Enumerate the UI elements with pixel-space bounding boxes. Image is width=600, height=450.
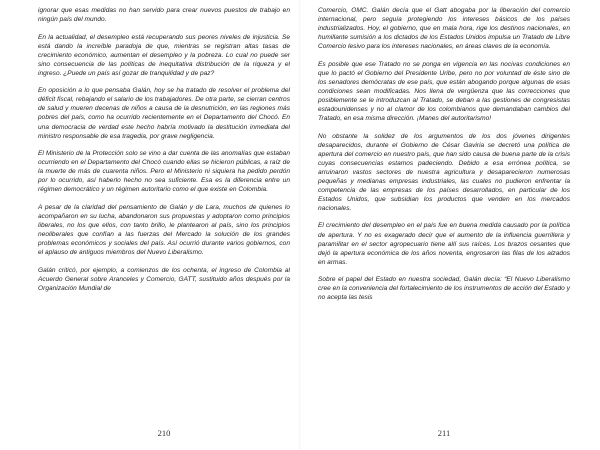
right-paragraph-1: Comercio, OMC. Galán decía que el Gatt abogaba por la liberación del comercio internacional, pero seguía protegiendo los intereses básicos de los países industrializados. Hoy, el gobierno, que en mala hora, rige los destinos nacionales, en humillante sumisión a los dictados de los Estados Unidos impulsa un Tratado de Libre Comercio lesivo para los intereses nacionales, en áreas claves de la economía. [318, 7, 570, 51]
right-paragraph-4: El crecimiento del desempleo en el país fue en buena medida causado por la política de apertura. Y no es exagerado decir que el aumento de la influencia guerrillera y paramilitar en el sector agropecuario tiene allí sus raíces. Los brazos cesantes que dejó la apertura económica de los años noventa, engrosaron las filas de los alzados en armas. [318, 222, 570, 266]
right-paragraph-5: Sobre el papel del Estado en nuestra sociedad, Galán decía: “El Nuevo Liberalismo cree en la conveniencia del fortalecimiento de los instrumentos de acción del Estado y no acepta las tesis [318, 276, 570, 302]
left-paragraph-3: En oposición a lo que pensaba Galán, hoy se ha tratado de resolver el problema del déficit fiscal, rebajando el salario de los trabajadores. De otra parte, se cierran centros de salud y mueren decenas de niños a causa de la desnutrición, en las regiones más pobres del país, como ha ocurrido recientemente en el Departamento del Chocó. En una democracia de verdad este hecho habría motivado la destitución inmediata del ministro responsable de esa tragedia, por grave negligencia. [38, 87, 290, 140]
page-gutter [299, 0, 301, 450]
right-paragraph-3: No obstante la solidez de los argumentos de los dos jóvenes dirigentes desaparecidos, durante el Gobierno de César Gaviria se decretó una política de apertura del comercio en nuestro país, que han sido causa de buena parte de la crisis cuyas consecuencias estamos padeciendo. Debido a esa errónea política, se arruinaron vastos sectores de nuestra agricultura y desaparecieron numerosas pequeñas y medianas empresas industriales, las cuales no pudieron enfrentar la competencia de las empresas de los países desarrollados, en particular de los Estados Unidos, que subsidian los productos que venden en los mercados nacionales. [318, 132, 570, 212]
left-page [38, 6, 290, 444]
right-paragraph-2: Es posible que ese Tratado no se ponga en vigencia en las nocivas condiciones en que lo pactó el Gobierno del Presidente Uribe, pero no por voluntad de éste sino de los senadores demócratas de ese país, que están abogando porque algunas de esas condiciones sean modificadas. Nos llena de vergüenza que las correcciones que posiblemente se le introduzcan al Tratado, se deban a las gestiones de congresistas estadounidenses y no al clamor de los colombianos que demandaban cambios del Tratado, en esa misma dirección. ¡Manes del autoritarismo! [318, 60, 570, 123]
left-paragraph-5: A pesar de la claridad del pensamiento de Galán y de Lara, muchos de quienes lo acompañaron en su lucha, abandonaron sus propuestas y adoptaron como principios liberales, no los que ellos, con tanto brillo, le plantearon al país, sino los principios neoliberales que confían a las fuerzas del Mercado la solución de los grandes problemas económicos y sociales del país. Así ocurrió durante varios gobiernos, con el aplauso de antiguos miembros del Nuevo Liberalismo. [38, 203, 290, 257]
right-page [318, 6, 570, 444]
left-paragraph-6: Galán criticó, por ejemplo, a comienzos de los ochenta, el ingreso de Colombia al Acuerdo General sobre Aranceles y Comercio, GATT, sustituido años después por la Organización Mundial de [38, 266, 290, 292]
left-paragraph-4: El Ministerio de la Protección solo se vino a dar cuenta de las anomalías que estaban ocurriendo en el Departamento del Chocó cuando ellas se hicieron públicas, a raíz de la muerte de más de cuarenta niños. Pero el Ministerio ni siquiera ha pedido perdón por lo ocurrido, así haberlo hecho no sea suficiente. Esa es la diferencia entre un régimen democrático y un régimen autoritario como el que existe en Colombia. [38, 150, 290, 194]
left-paragraph-2: En la actualidad, el desempleo está recuperando sus peores niveles de injusticia. Se está dando la increíble paradoja de que, mientras se registran altas tasas de crecimiento económico, aumentan el desempleo y la pobreza. Lo cual no puede ser sino consecuencia de las políticas de inequitativa distribución de la riqueza y el ingreso. ¿Puede un país así gozar de tranquilidad y de paz? [38, 33, 290, 77]
left-paragraph-1: ignorar que esas medidas no han servido para crear nuevos puestos de trabajo en ningún país del mundo. [38, 7, 290, 24]
left-page-number: 210 [157, 428, 171, 438]
right-page-number: 211 [437, 428, 451, 438]
